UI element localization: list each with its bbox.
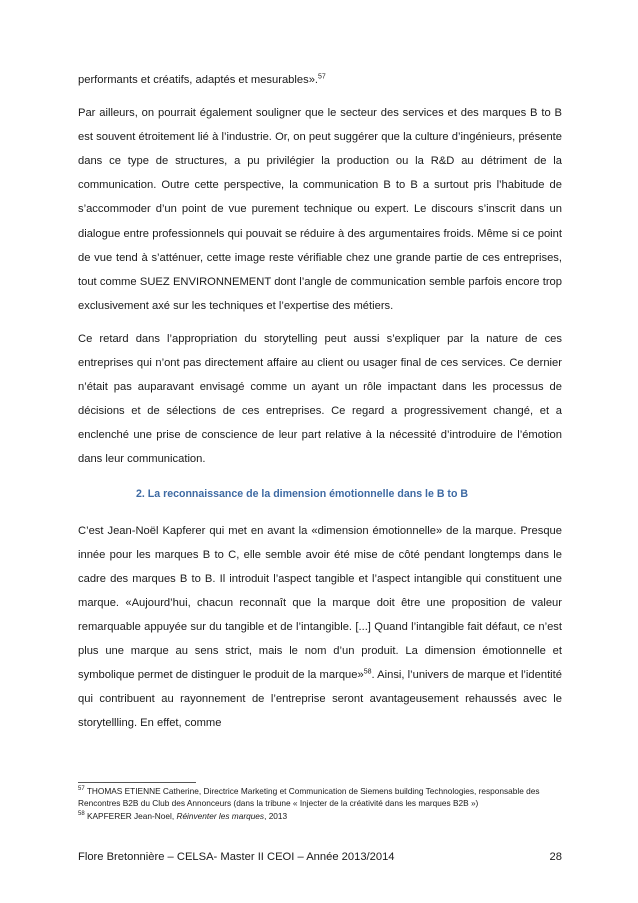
footnote-57-number: 57: [78, 786, 85, 793]
footnote-ref-57[interactable]: 57: [318, 73, 326, 81]
footnote-58-year: , 2013: [264, 810, 288, 821]
intro-text: performants et créatifs, adaptés et mesurables».: [78, 74, 319, 86]
footer-author: Flore Bretonnière – CELSA- Master II CEOI – Année 2013/2014: [78, 851, 395, 863]
page-footer: [78, 851, 562, 863]
body-text: [78, 68, 562, 744]
paragraph-2: Ce retard dans l’appropriation du storytelling peut aussi s’expliquer par la nature de ces entreprises qui n’ont pas directement affaire au client ou usager final de ces services. Ce dernier n’était pas auparavant envisagé comme un ayant un rôle impactant dans les processus de décisions et de sélections de ces entreprises. Ce regard a progressivement changé, et a enclenché une prise de conscience de leur part relative à la nécessité d’introduire de l’émotion dans leur communication.: [78, 332, 562, 466]
footnote-57: [78, 785, 562, 810]
footnote-58: [78, 810, 562, 822]
paragraph-3-text: C’est Jean-Noël Kapferer qui met en avant la «dimension émotionnelle» de la marque. Presque innée pour les marques B to C, elle semble avoir été mise de côté pendant longtemps dans le cadre des marques B to B. Il introduit l’aspect tangible et l’aspect intangible qui constituent une marque. «Aujourd’hui, chacun reconnaît que la marque doit être une proposition de valeur remarquable appuyée sur du tangible et de l’intangible. [...] Quand l’intangible fait défaut, ce n’est plus une marque au sens strict, mais le nom d’un produit. La dimension émotionnelle et symbolique permet de distinguer le produit de la marque»: [78, 524, 562, 682]
footnotes: [78, 785, 562, 822]
footnote-57-text: THOMAS ETIENNE Catherine, Directrice Marketing et Communication de Siemens building Technologies, responsable des Rencontres B2B du Club des Annonceurs (dans la tribune « Injecter de la créativité dans les marques B2B »): [78, 786, 540, 809]
footnote-58-author: KAPFERER Jean-Noel,: [84, 810, 177, 821]
page-number: 28: [549, 851, 562, 863]
footnote-ref-58[interactable]: 58: [363, 668, 372, 676]
section-heading: 2. La reconnaissance de la dimension émotionnelle dans le B to B: [136, 487, 469, 500]
paragraph-1: Par ailleurs, on pourrait également souligner que le secteur des services et des marques B to B est souvent étroitement lié à l’industrie. Or, on peut suggérer que la culture d’ingénieurs, présente dans ce type de structures, a pu privilégier la production ou la R&D au détriment de la communication. Outre cette perspective, la communication B to B a surtout pris l’habitude de s’accommoder d’un point de vue purement technique ou expert. Le discours s’inscrit dans un dialogue entre professionnels qui pouvait se réduire à des argumentaires froids. Même si ce point de vue tend à s’atténuer, cette image reste vérifiable chez une grande partie de ces entreprises, tout comme SUEZ ENVIRONNEMENT dont l’angle de communication semble parfois encore trop exclusivement axé sur les techniques et l’expertise des métiers.: [78, 107, 562, 312]
footnote-58-title: Réinventer les marques: [176, 810, 265, 821]
intro-line: [78, 68, 562, 92]
paragraph-3: [78, 519, 562, 736]
paragraph-3-rest: . Ainsi, l’univers de marque et l’identité qui contribuent au rayonnement de l’entreprise seront avantageusement rehaussés avec le storytellling. En effet, comme: [78, 669, 562, 730]
footnote-58-number: 58: [78, 811, 85, 818]
footnote-divider: [78, 782, 196, 783]
